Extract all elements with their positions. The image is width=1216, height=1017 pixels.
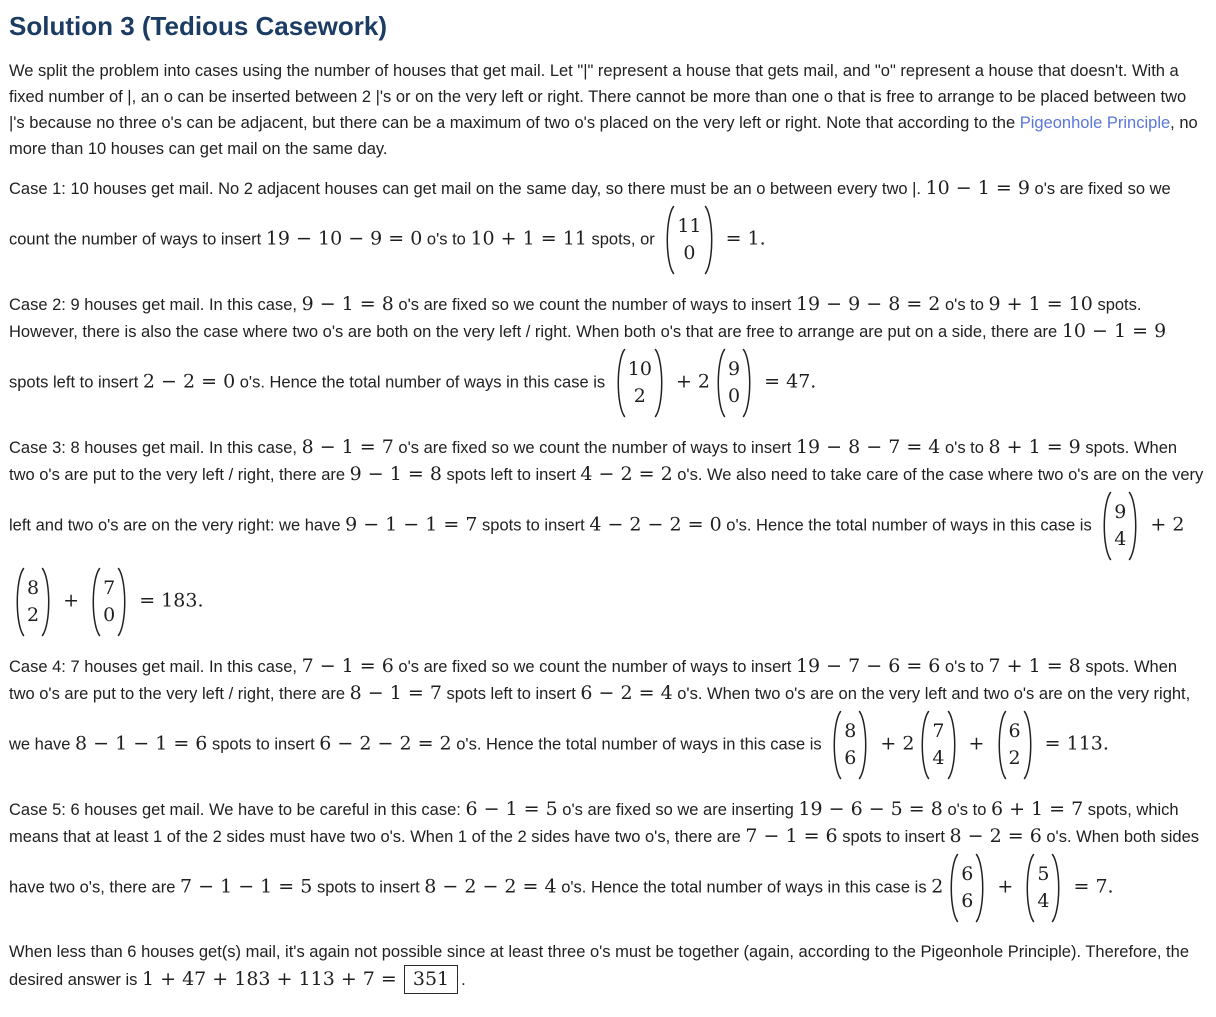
inline-math: + 2 [874, 732, 915, 755]
binomial-values [675, 213, 703, 267]
left-paren-icon [946, 852, 959, 924]
binomial-top: 7 [103, 577, 116, 599]
text-run: o's. Hence the total number of ways in this case is [451, 735, 827, 754]
text-run: spots left to insert [441, 685, 581, 703]
text-run: o's are fixed so we count the number of ways to insert [393, 439, 796, 457]
inline-math: 4 − 2 = 2 [580, 463, 673, 485]
right-paren-icon [858, 709, 871, 781]
binomial-top: 9 [1114, 501, 1127, 523]
inline-math: 7 − 1 = 6 [745, 825, 838, 847]
text-run: Case 3: 8 houses get mail. In this case, [9, 439, 302, 457]
binomial-coefficient [946, 852, 988, 924]
binomial-coefficient [1022, 852, 1064, 924]
case-5-paragraph [9, 796, 1206, 926]
conclusion-paragraph [9, 939, 1206, 994]
inline-math: 8 − 1 = 7 [301, 436, 394, 458]
binomial-bottom: 0 [728, 385, 741, 407]
case-2-paragraph [9, 291, 1206, 421]
inline-math: + 2 [669, 370, 711, 393]
right-paren-icon [41, 566, 54, 638]
binomial-values [626, 356, 654, 410]
binomial-top: 7 [932, 720, 945, 742]
binomial-coefficient [1099, 490, 1141, 562]
inline-math: 6 − 2 − 2 = 2 [319, 732, 452, 755]
binomial-bottom: 0 [103, 604, 116, 626]
text-run: spots. When two o's are put to the very left / right, there are [9, 439, 1182, 484]
left-paren-icon [613, 347, 626, 419]
inline-math: 9 − 1 − 1 = 7 [345, 513, 478, 536]
text-run: o's are fixed so we count the number of ways to insert [393, 296, 796, 314]
case-4-paragraph [9, 653, 1206, 783]
binomial-top: 11 [677, 215, 702, 237]
text-run: spots left to insert [9, 323, 1171, 392]
right-paren-icon [742, 347, 755, 419]
inline-math: + 2 [1144, 513, 1185, 536]
text-run: o's. When two o's are on the very left and two o's are on the very right, we have [9, 685, 1195, 754]
inline-math: 7 − 1 − 1 = 5 [180, 875, 313, 898]
binomial-bottom: 0 [683, 242, 696, 264]
left-paren-icon [829, 709, 842, 781]
binomial-values [959, 861, 975, 915]
inline-math: 19 − 9 − 8 = 2 [795, 293, 941, 315]
binomial-bottom: 2 [27, 604, 40, 626]
inline-math: 6 + 1 = 7 [990, 798, 1084, 820]
inline-math: 8 − 2 − 2 = 4 [424, 875, 557, 898]
text-run: spots. When two o's are put to the very left / right, there are [9, 658, 1182, 703]
text-run: Case 1: 10 houses get mail. No 2 adjacent houses can get mail on the same day, so there must be an o between every two |. [9, 180, 926, 198]
inline-math: 10 + 1 = 11 [470, 227, 587, 250]
text-run: spots to insert [837, 828, 950, 846]
inline-math: 4 − 2 − 2 = 0 [589, 513, 722, 536]
text-run: Case 2: 9 houses get mail. In this case, [9, 296, 302, 314]
inline-math: + [962, 732, 991, 755]
right-paren-icon [117, 566, 130, 638]
binomial-top: 8 [844, 720, 857, 742]
text-run: spots left to insert [441, 466, 581, 484]
right-paren-icon [704, 204, 717, 276]
left-paren-icon [12, 566, 25, 638]
inline-math: 19 − 8 − 7 = 4 [795, 436, 941, 458]
binomial-bottom: 6 [844, 747, 857, 769]
inline-math: 10 − 1 = 9 [925, 177, 1030, 199]
inline-math: 19 − 7 − 6 = 6 [795, 655, 941, 677]
binomial-values [25, 575, 41, 629]
intro-paragraph [9, 58, 1206, 162]
binomial-coefficient [829, 709, 871, 781]
text-run: o's. Hence the total number of ways in this case is [556, 878, 932, 897]
right-paren-icon [654, 347, 667, 419]
left-paren-icon [1099, 490, 1112, 562]
inline-math: 2 − 2 = 0 [142, 370, 236, 393]
right-paren-icon [975, 852, 988, 924]
text-run: o's. When both sides have two o's, there are [9, 828, 1204, 897]
binomial-values [1035, 861, 1051, 915]
inline-math: 2 [931, 875, 944, 898]
right-paren-icon [1051, 852, 1064, 924]
binomial-bottom: 4 [932, 747, 945, 769]
binomial-top: 10 [627, 358, 652, 380]
text-run: spots, which means that at least 1 of the 2 sides must have two o's. When 1 of the 2 sides have two o's, there are [9, 801, 1184, 846]
inline-math: 1 + 47 + 183 + 113 + 7 = [141, 968, 403, 990]
binomial-coefficient [994, 709, 1036, 781]
inline-math: 8 − 1 − 1 = 6 [75, 732, 208, 755]
inline-math: 7 + 1 = 8 [988, 655, 1081, 677]
case-1-paragraph [9, 175, 1206, 278]
text-run: spots to insert [477, 516, 590, 535]
left-paren-icon [1022, 852, 1035, 924]
binomial-top: 5 [1037, 863, 1050, 885]
binomial-values [930, 718, 946, 772]
text-run: o's are fixed so we count the number of ways to insert [9, 180, 1176, 249]
text-run: o's. Hence the total number of ways in this case is [721, 516, 1097, 535]
binomial-bottom: 4 [1114, 528, 1127, 550]
case-3-paragraph [9, 434, 1206, 640]
pigeonhole-principle-link[interactable]: Pigeonhole Principle [1019, 114, 1171, 132]
text-run: o's. Hence the total number of ways in this case is [235, 373, 610, 392]
left-paren-icon [662, 204, 675, 276]
binomial-top: 8 [27, 577, 40, 599]
binomial-values [1007, 718, 1023, 772]
binomial-values [101, 575, 117, 629]
text-run: Case 5: 6 houses get mail. We have to be careful in this case: [9, 801, 466, 819]
text-run: , no more than 10 houses can get mail on the same day. [9, 114, 1203, 158]
inline-math: 6 − 1 = 5 [465, 798, 558, 820]
text-run: When less than 6 houses get(s) mail, it's again not possible since at least three o's must be together (again, according to the Pigeonhole Principle). Therefore, the desired answer is [9, 943, 1194, 989]
text-run: o's to [940, 658, 989, 676]
text-run: o's to [942, 801, 991, 819]
text-run: Case 4: 7 houses get mail. In this case, [9, 658, 302, 676]
inline-math: 7 − 1 = 6 [301, 655, 394, 677]
text-run: . [461, 971, 466, 989]
binomial-coefficient [917, 709, 959, 781]
text-run: spots to insert [312, 878, 425, 897]
inline-math: = 1. [719, 227, 766, 250]
binomial-bottom: 2 [1008, 747, 1021, 769]
text-run: We split the problem into cases using the number of houses that get mail. Let "|" represent a house that gets mail, and "o" represent a house that doesn't. With a fixed number of |, an o can be inserted between 2 |'s or on the very left or right. There cannot be more than one o that is free to arrange to be placed between two |'s because no three o's can be adjacent, but there can be a maximum of two o's placed on the very left or right. Note that according to the [9, 62, 1191, 132]
text-run: o's. We also need to take care of the case where two o's are on the very left and two o's are on the very right: we have [9, 466, 1208, 535]
binomial-top: 9 [728, 358, 741, 380]
left-paren-icon [994, 709, 1007, 781]
right-paren-icon [1128, 490, 1141, 562]
left-paren-icon [88, 566, 101, 638]
binomial-coefficient [613, 347, 667, 419]
inline-math: 9 + 1 = 10 [988, 293, 1093, 315]
binomial-coefficient [88, 566, 130, 638]
binomial-bottom: 6 [961, 890, 974, 912]
binomial-coefficient [662, 204, 716, 276]
binomial-top: 6 [1008, 720, 1021, 742]
inline-math: 8 − 1 = 7 [349, 682, 442, 704]
text-run: o's to [940, 439, 989, 457]
binomial-values [726, 356, 742, 410]
binomial-bottom: 2 [633, 385, 646, 407]
text-run: o's to [940, 296, 989, 314]
text-run: o's to [422, 230, 471, 249]
inline-math: 9 − 1 = 8 [349, 463, 442, 485]
inline-math: 6 − 2 = 4 [580, 682, 673, 704]
left-paren-icon [917, 709, 930, 781]
inline-math: 19 − 6 − 5 = 8 [798, 798, 943, 820]
inline-math: = 113. [1038, 732, 1109, 755]
text-run: o's are fixed so we are inserting [557, 801, 799, 819]
inline-math: = 183. [133, 589, 204, 612]
inline-math: 19 − 10 − 9 = 0 [265, 227, 423, 250]
boxed-answer: 351 [404, 965, 458, 994]
text-run: o's are fixed so we count the number of ways to insert [393, 658, 796, 676]
left-paren-icon [713, 347, 726, 419]
binomial-bottom: 4 [1037, 890, 1050, 912]
text-run: spots to insert [207, 735, 320, 754]
text-run: spots. However, there is also the case where two o's are both on the very left / right. When both o's that are free to arrange are put on a side, there are [9, 296, 1147, 341]
page-title: Solution 3 (Tedious Casework) [9, 11, 388, 41]
inline-math: 8 + 1 = 9 [988, 436, 1081, 458]
right-paren-icon [1023, 709, 1036, 781]
right-paren-icon [947, 709, 960, 781]
text-run: spots, or [586, 230, 660, 249]
binomial-values [1112, 499, 1128, 553]
inline-math: = 7. [1067, 875, 1114, 898]
binomial-coefficient [713, 347, 755, 419]
inline-math: + [57, 589, 86, 612]
binomial-coefficient [12, 566, 54, 638]
inline-math: 9 − 1 = 8 [301, 293, 394, 315]
solution-body [9, 58, 1206, 994]
inline-math: = 47. [758, 370, 817, 393]
binomial-top: 6 [961, 863, 974, 885]
inline-math: 10 − 1 = 9 [1061, 320, 1167, 342]
inline-math: 8 − 2 = 6 [949, 825, 1042, 847]
binomial-values [842, 718, 858, 772]
inline-math: + [991, 875, 1020, 898]
